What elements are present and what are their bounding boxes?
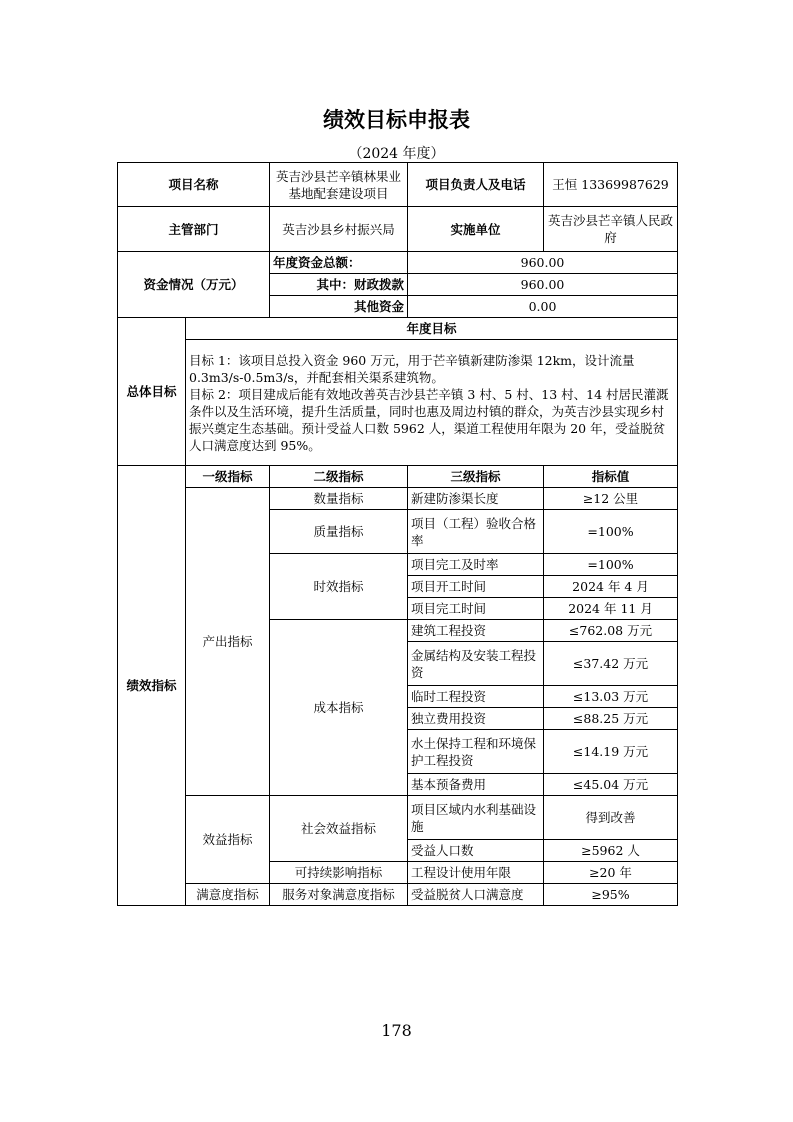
goals-text [186,340,678,466]
funds-other: 0.00 [408,296,678,318]
l2-quantity: 数量指标 [270,488,408,510]
indicator-name: 水土保持工程和环境保护工程投资 [408,730,544,774]
impl-label: 实施单位 [408,207,544,252]
indicator-name: 项目完工时间 [408,598,544,620]
performance-table [117,162,678,906]
l1-satisfaction: 满意度指标 [186,884,270,906]
page-subtitle: （2024 年度） [348,146,445,162]
dept-label: 主管部门 [118,207,270,252]
l2-social: 社会效益指标 [270,796,408,862]
page-number: 178 [381,1021,412,1040]
indicator-value: =100% [544,510,678,554]
indicator-value: ≥95% [544,884,678,906]
contact-value: 王恒 13369987629 [544,163,678,207]
page-title: 绩效目标申报表 [323,108,470,132]
indicator-name: 受益脱贫人口满意度 [408,884,544,906]
goals-label: 总体目标 [118,318,186,466]
header-l2: 二级指标 [270,466,408,488]
indicator-value: ≥12 公里 [544,488,678,510]
indicator-value: ≤37.42 万元 [544,642,678,686]
indicator-value: 2024 年 11 月 [544,598,678,620]
contact-label: 项目负责人及电话 [408,163,544,207]
header-l3: 三级指标 [408,466,544,488]
funds-total-label: 年度资金总额： [270,252,408,274]
funds-fiscal-label: 其中：财政拨款 [270,274,408,296]
indicator-value: ≤762.08 万元 [544,620,678,642]
indicator-name: 项目开工时间 [408,576,544,598]
l2-quality: 质量指标 [270,510,408,554]
l1-benefit: 效益指标 [186,796,270,884]
perf-label: 绩效指标 [118,466,186,906]
indicator-name: 工程设计使用年限 [408,862,544,884]
indicator-name: 项目区域内水利基础设施 [408,796,544,840]
impl-value: 英吉沙县芒辛镇人民政府 [544,207,678,252]
l2-cost: 成本指标 [270,620,408,796]
l2-service: 服务对象满意度指标 [270,884,408,906]
indicator-name: 项目（工程）验收合格率 [408,510,544,554]
dept-value: 英吉沙县乡村振兴局 [270,207,408,252]
indicator-value: ≤14.19 万元 [544,730,678,774]
indicator-value: 2024 年 4 月 [544,576,678,598]
indicator-value: ≥5962 人 [544,840,678,862]
indicator-name: 项目完工及时率 [408,554,544,576]
indicator-name: 受益人口数 [408,840,544,862]
funds-other-label: 其他资金 [270,296,408,318]
indicator-name: 金属结构及安装工程投资 [408,642,544,686]
funds-label: 资金情况（万元） [118,252,270,318]
goal-1: 目标 1：该项目总投入资金 960 万元，用于芒辛镇新建防渗渠 12km，设计流量0.3m3/s-0.5m3/s，并配套相关渠系建筑物。 [189,352,635,385]
indicator-name: 临时工程投资 [408,686,544,708]
header-value: 指标值 [544,466,678,488]
indicator-value: =100% [544,554,678,576]
indicator-value: ≤45.04 万元 [544,774,678,796]
project-name-label: 项目名称 [118,163,270,207]
indicator-name: 独立费用投资 [408,708,544,730]
header-l1: 一级指标 [186,466,270,488]
indicator-value: 得到改善 [544,796,678,840]
indicator-name: 基本预备费用 [408,774,544,796]
l2-sustain: 可持续影响指标 [270,862,408,884]
goals-header: 年度目标 [186,318,678,340]
l1-output: 产出指标 [186,488,270,796]
goal-2: 目标 2：项目建成后能有效地改善英吉沙县芒辛镇 3 村、5 村、13 村、14 村居民灌溉条件以及生活环境，提升生活质量，同时也惠及周边村镇的群众，为英吉沙县实现乡村振兴奠定生态基础。预计受益人口数 5962 人，渠道工程使用年限为 20 年，受益脱贫人口满意度达到 95%。 [189,386,669,453]
funds-total: 960.00 [408,252,678,274]
project-name: 英吉沙县芒辛镇林果业基地配套建设项目 [270,163,408,207]
funds-fiscal: 960.00 [408,274,678,296]
indicator-value: ≤13.03 万元 [544,686,678,708]
indicator-value: ≤88.25 万元 [544,708,678,730]
indicator-value: ≥20 年 [544,862,678,884]
l2-timeliness: 时效指标 [270,554,408,620]
indicator-name: 新建防渗渠长度 [408,488,544,510]
indicator-name: 建筑工程投资 [408,620,544,642]
